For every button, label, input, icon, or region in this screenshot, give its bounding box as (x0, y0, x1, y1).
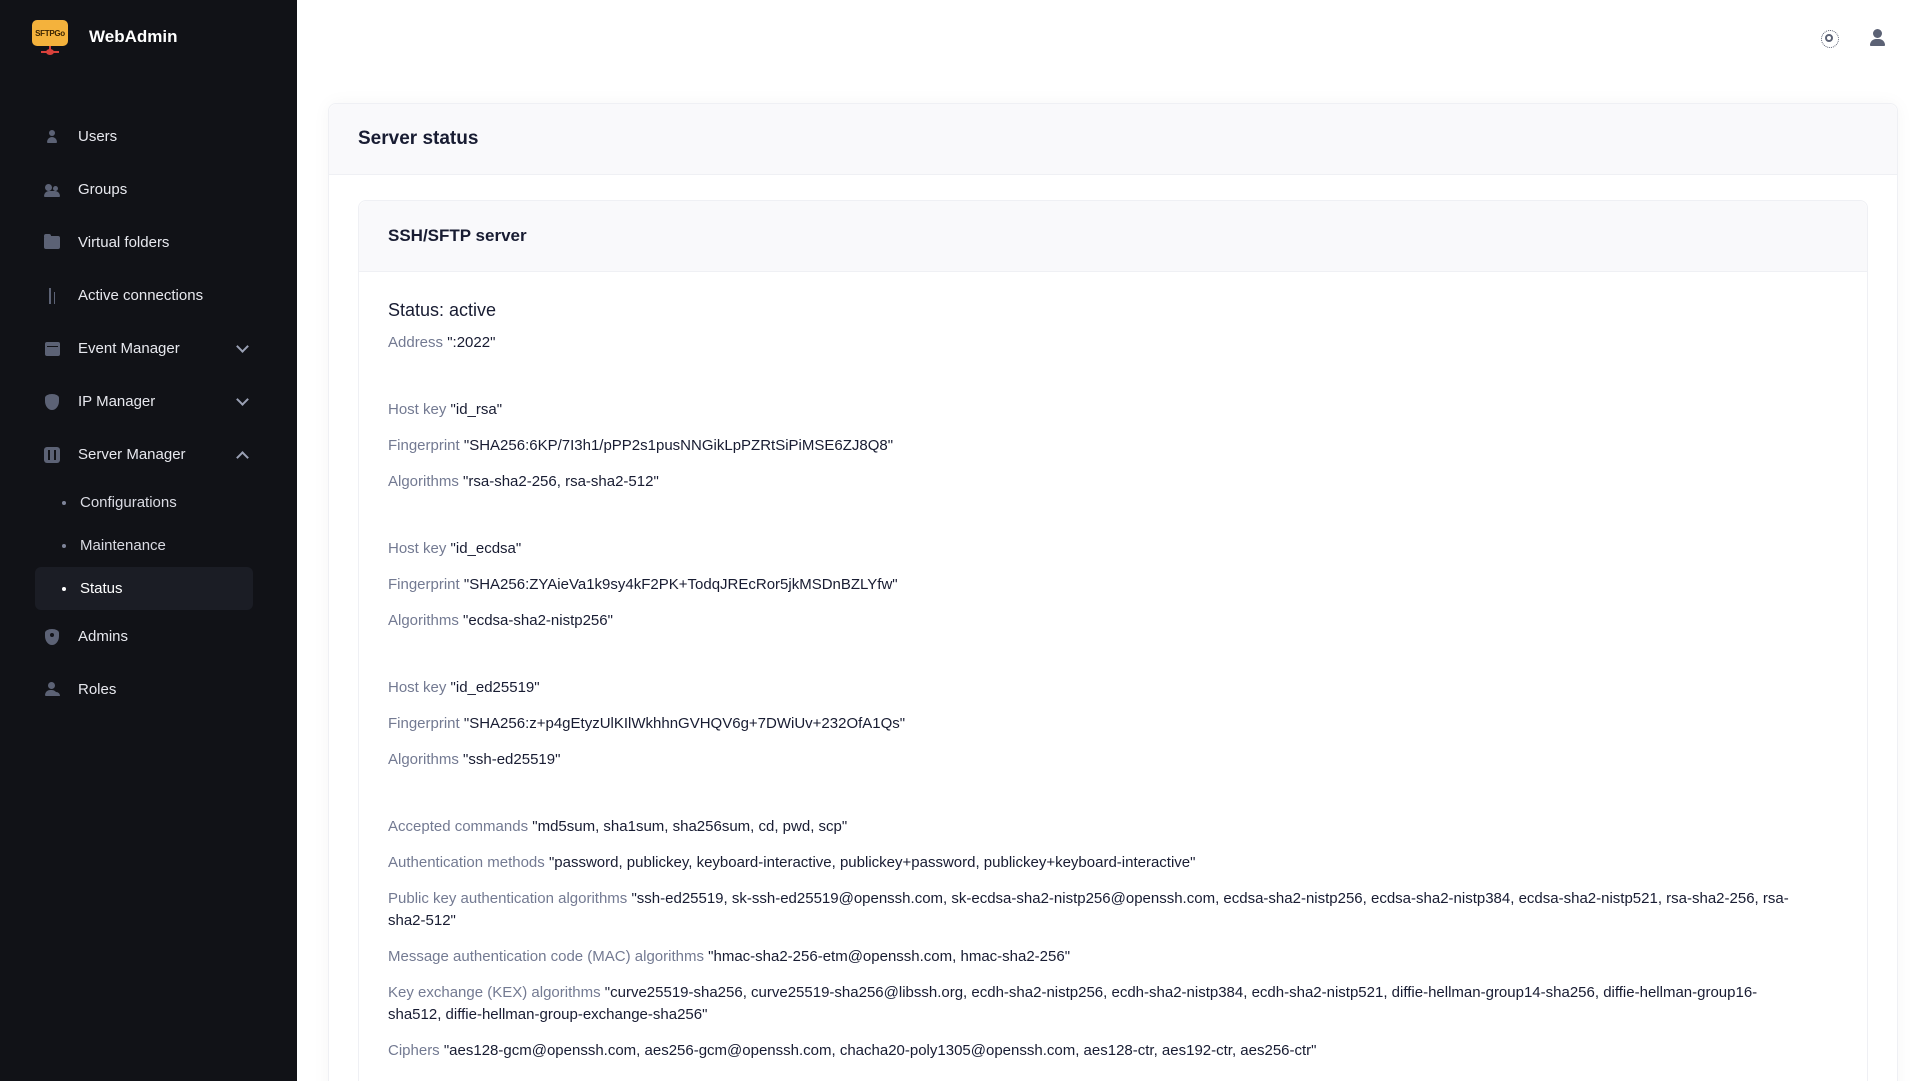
auth-methods-row (388, 852, 1810, 874)
sidebar-subitem-label: Configurations (80, 494, 177, 511)
sidebar-item-label: Virtual folders (78, 234, 170, 251)
host-key-label: Host key (388, 401, 447, 418)
groups-icon (44, 182, 60, 198)
detail-label: Accepted commands (388, 818, 529, 835)
sidebar-item-label: Users (78, 128, 118, 145)
app-title: WebAdmin (89, 27, 178, 46)
user-menu-button[interactable] (1866, 26, 1890, 50)
admin-shield-icon (44, 629, 60, 645)
sidebar (0, 0, 297, 1081)
role-icon (44, 682, 60, 698)
sidebar-subitem-configurations[interactable] (35, 481, 253, 524)
address-row (388, 332, 1810, 354)
sidebar-subitem-maintenance[interactable] (35, 524, 253, 567)
detail-label: Key exchange (KEX) algorithms (388, 984, 601, 1001)
algorithms-row (388, 471, 1810, 493)
users-icon (44, 129, 60, 145)
fingerprint-value: "SHA256:ZYAieVa1k9sy4kF2PK+TodqJREcRor5jkMSDnBZLYfw" (463, 576, 898, 593)
detail-label: Message authentication code (MAC) algorithms (388, 948, 704, 965)
theme-toggle-button[interactable] (1817, 26, 1841, 50)
algorithms-value: "ecdsa-sha2-nistp256" (463, 612, 613, 629)
detail-value: "curve25519-sha256, curve25519-sha256@libssh.org, ecdh-sha2-nistp256, ecdh-sha2-nistp384, ecdh-sha2-nistp521, diffie-hellman-group14-sha256, diffie-hellman-group16-sha512, diffie-hellman-group-exchange-sha256" (388, 984, 1758, 1023)
server-status-card (328, 103, 1898, 1081)
page-title: Server status (358, 128, 479, 149)
fingerprint-label: Fingerprint (388, 715, 460, 732)
folder-icon (44, 235, 60, 251)
host-key-value: "id_ed25519" (450, 679, 540, 696)
logo-badge: SFTPGo (32, 20, 68, 46)
sidebar-item-label: Roles (78, 681, 117, 698)
detail-value: "hmac-sha2-256-etm@openssh.com, hmac-sha2-256" (708, 948, 1071, 965)
brand[interactable] (32, 18, 177, 56)
sidebar-subitem-status[interactable] (35, 567, 253, 610)
fingerprint-label: Fingerprint (388, 437, 460, 454)
card-header (329, 104, 1897, 175)
topbar-actions (1794, 20, 1914, 56)
detail-value: "password, publickey, keyboard-interactive, publickey+password, publickey+keyboard-interactive" (548, 854, 1196, 871)
sidebar-item-users[interactable] (35, 110, 253, 163)
sidebar-item-label: Groups (78, 181, 128, 198)
sidebar-item-label: Server Manager (78, 446, 186, 463)
sidebar-subitem-label: Maintenance (80, 537, 166, 554)
address-value: ":2022" (447, 334, 496, 351)
sidebar-item-event-manager[interactable] (35, 322, 253, 375)
fingerprint-label: Fingerprint (388, 576, 460, 593)
bullet-icon (62, 501, 66, 505)
kex-algorithms-row (388, 982, 1810, 1026)
host-key-row (388, 677, 1810, 699)
detail-value: "aes128-gcm@openssh.com, aes256-gcm@openssh.com, chacha20-poly1305@openssh.com, aes128-ctr, aes192-ctr, aes256-ctr" (443, 1042, 1317, 1059)
sidebar-menu (35, 110, 253, 716)
calendar-icon (44, 341, 60, 357)
algorithms-value: "rsa-sha2-256, rsa-sha2-512" (463, 473, 659, 490)
sidebar-item-label: IP Manager (78, 393, 156, 410)
ciphers-row (388, 1040, 1810, 1062)
sidebar-subitem-label: Status (80, 580, 123, 597)
ssh-card-title: SSH/SFTP server (388, 226, 527, 245)
fingerprint-value: "SHA256:z+p4gEtyzUlKIlWkhhnGVHQV6g+7DWiUv+232OfA1Qs" (463, 715, 906, 732)
detail-label: Ciphers (388, 1042, 440, 1059)
address-label: Address (388, 334, 444, 351)
bullet-icon (62, 544, 66, 548)
sidebar-item-label: Admins (78, 628, 129, 645)
chevron-down-icon (236, 340, 249, 353)
bullet-icon (62, 587, 66, 591)
detail-label: Authentication methods (388, 854, 545, 871)
ssh-card-header (359, 201, 1867, 272)
host-key-row (388, 399, 1810, 421)
sidebar-item-ip-manager[interactable] (35, 375, 253, 428)
mac-algorithms-row (388, 946, 1810, 968)
host-key-value: "id_rsa" (450, 401, 503, 418)
algorithms-row (388, 749, 1810, 771)
sidebar-item-roles[interactable] (35, 663, 253, 716)
fingerprint-row (388, 574, 1810, 596)
fingerprint-value: "SHA256:6KP/7I3h1/pPP2s1pusNNGikLpPZRtSiPiMSE6ZJ8Q8" (463, 437, 894, 454)
detail-label: Public key authentication algorithms (388, 890, 628, 907)
ssh-server-card (358, 200, 1868, 1081)
detail-value: "ssh-ed25519, sk-ssh-ed25519@openssh.com, sk-ecdsa-sha2-nistp256@openssh.com, ecdsa-sha2-nistp256, ecdsa-sha2-nistp384, ecdsa-sha2-nistp521, rsa-sha2-256, rsa-sha2-512" (388, 890, 1789, 929)
host-key-label: Host key (388, 679, 447, 696)
chevron-up-icon (236, 451, 249, 464)
host-key-label: Host key (388, 540, 447, 557)
algorithms-row (388, 610, 1810, 632)
host-key-value: "id_ecdsa" (450, 540, 522, 557)
server-icon (44, 447, 60, 463)
accepted-commands-row (388, 816, 1810, 838)
user-icon (1873, 29, 1882, 38)
sftpgo-logo (32, 18, 68, 56)
sidebar-item-groups[interactable] (35, 163, 253, 216)
algorithms-label: Algorithms (388, 751, 459, 768)
sidebar-item-label: Active connections (78, 287, 204, 304)
shield-icon (44, 394, 60, 410)
host-key-row (388, 538, 1810, 560)
connections-icon (44, 288, 60, 304)
sidebar-item-virtual-folders[interactable] (35, 216, 253, 269)
sidebar-item-server-manager[interactable] (35, 428, 253, 481)
sidebar-item-admins[interactable] (35, 610, 253, 663)
ssh-card-body (359, 272, 1839, 1062)
detail-value: "md5sum, sha1sum, sha256sum, cd, pwd, scp" (532, 818, 848, 835)
sidebar-item-active-connections[interactable] (35, 269, 253, 322)
sun-icon (1825, 34, 1833, 42)
algorithms-label: Algorithms (388, 612, 459, 629)
ssh-status: Status: active (388, 300, 497, 320)
pubkey-algorithms-row (388, 888, 1810, 932)
sidebar-item-label: Event Manager (78, 340, 180, 357)
fingerprint-row (388, 435, 1810, 457)
algorithms-label: Algorithms (388, 473, 459, 490)
chevron-down-icon (236, 393, 249, 406)
algorithms-value: "ssh-ed25519" (463, 751, 561, 768)
fingerprint-row (388, 713, 1810, 735)
